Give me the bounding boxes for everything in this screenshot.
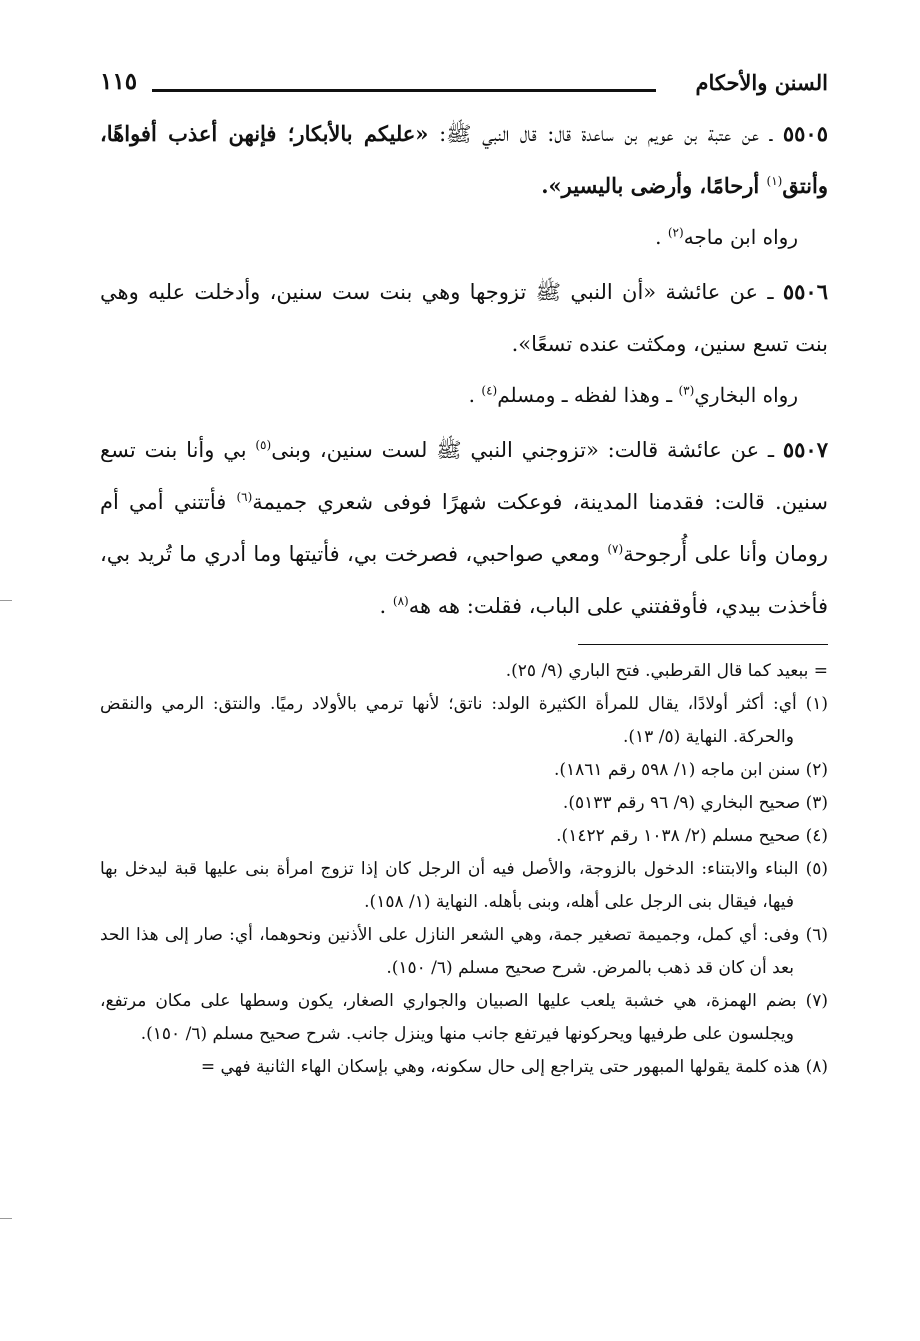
- footnote-7: (٧) بضم الهمزة، هي خشبة يلعب عليها الصبيان والجواري الصغار، يكون وسطها على مكان مرتفع، ويجلسون على طرفيها ويحركونها فيرتفع جانب منها وينزل جانب. شرح صحيح مسلم (٦/ ١٥٠).: [100, 991, 828, 1044]
- source-text: .: [655, 225, 668, 249]
- footnote-ref: (٧): [607, 542, 624, 556]
- source-text: رواه البخاري: [694, 383, 798, 407]
- running-title: السنن والأحكام: [695, 70, 828, 95]
- footnote-continuation: = ببعيد كما قال القرطبي. فتح الباري (٩/ ٢٥).: [505, 661, 828, 681]
- hadith-text: ومعي صواحبي، فصرخت بي، فأتيتها وما أدري ما تُريد بي، فأخذت بيدي، فأوقفتني على الباب، فقلت: هه هه: [100, 542, 828, 618]
- hadith-quote: «عليكم بالأبكار؛ فإنهن أعذب أفواهًا، وأنتق: [100, 121, 828, 198]
- hadith-source: [100, 212, 798, 262]
- hadith-text: ـ عن عائشة قالت: «تزوجني النبي ﷺ لست سنين، وبنى: [271, 438, 783, 462]
- footnote-ref: (٦): [236, 490, 253, 504]
- hadith-5506: [100, 266, 828, 370]
- hadith-text: فأتتني أمي أم رومان وأنا على أُرجوحة: [100, 490, 828, 566]
- hadith-text: بي وأنا بنت تسع سنين. قالت: فقدمنا المدينة، فوعكت شهرًا فوفى شعري جميمة: [100, 438, 828, 514]
- hadith-intro: ـ عن عتبة بن عويم بن ساعدة قال: قال النبي ﷺ:: [428, 122, 783, 146]
- hadith-source: [100, 370, 798, 420]
- footnote-ref: (١): [766, 174, 783, 188]
- footnote-separator: [578, 644, 828, 645]
- book-page: [100, 62, 828, 1084]
- hadith-quote: أرحامًا، وأرضى باليسير».: [541, 173, 767, 198]
- hadith-5505: [100, 108, 828, 212]
- footnote-ref: (٢): [667, 225, 684, 240]
- footnote-6: (٦) وفى: أي كمل، وجميمة تصغير جمة، وهي الشعر النازل على الأذنين ونحوهما، أي: صار إلى هذا الحد بعد أن كان قد ذهب بالمرض. شرح صحيح مسلم (٦/ ١٥٠).: [100, 925, 828, 978]
- source-text: .: [468, 383, 482, 407]
- hadith-number: ٥٥٠٥: [782, 121, 828, 146]
- source-text: ـ وهذا لفظه ـ ومسلم: [497, 383, 679, 407]
- page-number: ١١٥: [100, 68, 138, 95]
- footnote-ref: (٣): [678, 383, 695, 398]
- footnotes: [100, 655, 828, 1084]
- hadith-number: ٥٥٠٧: [782, 437, 828, 462]
- footnote-8: (٨) هذه كلمة يقولها المبهور حتى يتراجع إلى حال سكونه، وهي بإسكان الهاء الثانية فهي =: [200, 1057, 828, 1077]
- scan-edge-mark: [0, 1218, 12, 1219]
- footnote-5: (٥) البناء والابتناء: الدخول بالزوجة، والأصل فيه أن الرجل كان إذا تزوج امرأة بنى عليها قبة ليدخل بها فيها، فيقال بنى الرجل على أهله، وبنى بأهله. النهاية (١/ ١٥٨).: [100, 859, 828, 912]
- footnote-ref: (٨): [392, 594, 409, 608]
- footnote-2: (٢) سنن ابن ماجه (١/ ٥٩٨ رقم ١٨٦١).: [553, 760, 828, 780]
- hadith-5507: [100, 424, 828, 632]
- header-rule: [152, 89, 656, 92]
- footnote-3: (٣) صحيح البخاري (٩/ ٩٦ رقم ٥١٣٣).: [562, 793, 828, 813]
- footnote-ref: (٥): [255, 438, 272, 452]
- hadith-number: ٥٥٠٦: [782, 279, 828, 304]
- footnote-1: (١) أي: أكثر أولادًا، يقال للمرأة الكثيرة الولد: ناتق؛ لأنها ترمي بالأولاد رميًا. والنتق: الرمي والنقض والحركة. النهاية (٥/ ١٣).: [100, 694, 828, 747]
- hadith-text: ـ عن عائشة «أن النبي ﷺ تزوجها وهي بنت ست سنين، وأدخلت عليه وهي بنت تسع سنين، ومكثت عنده تسعًا».: [100, 280, 828, 356]
- scan-edge-mark: [0, 600, 12, 601]
- footnote-ref: (٤): [481, 383, 498, 398]
- source-text: رواه ابن ماجه: [683, 225, 798, 249]
- footnote-4: (٤) صحيح مسلم (٢/ ١٠٣٨ رقم ١٤٢٢).: [556, 826, 828, 846]
- hadith-text: .: [379, 594, 393, 618]
- page-header: [100, 62, 828, 106]
